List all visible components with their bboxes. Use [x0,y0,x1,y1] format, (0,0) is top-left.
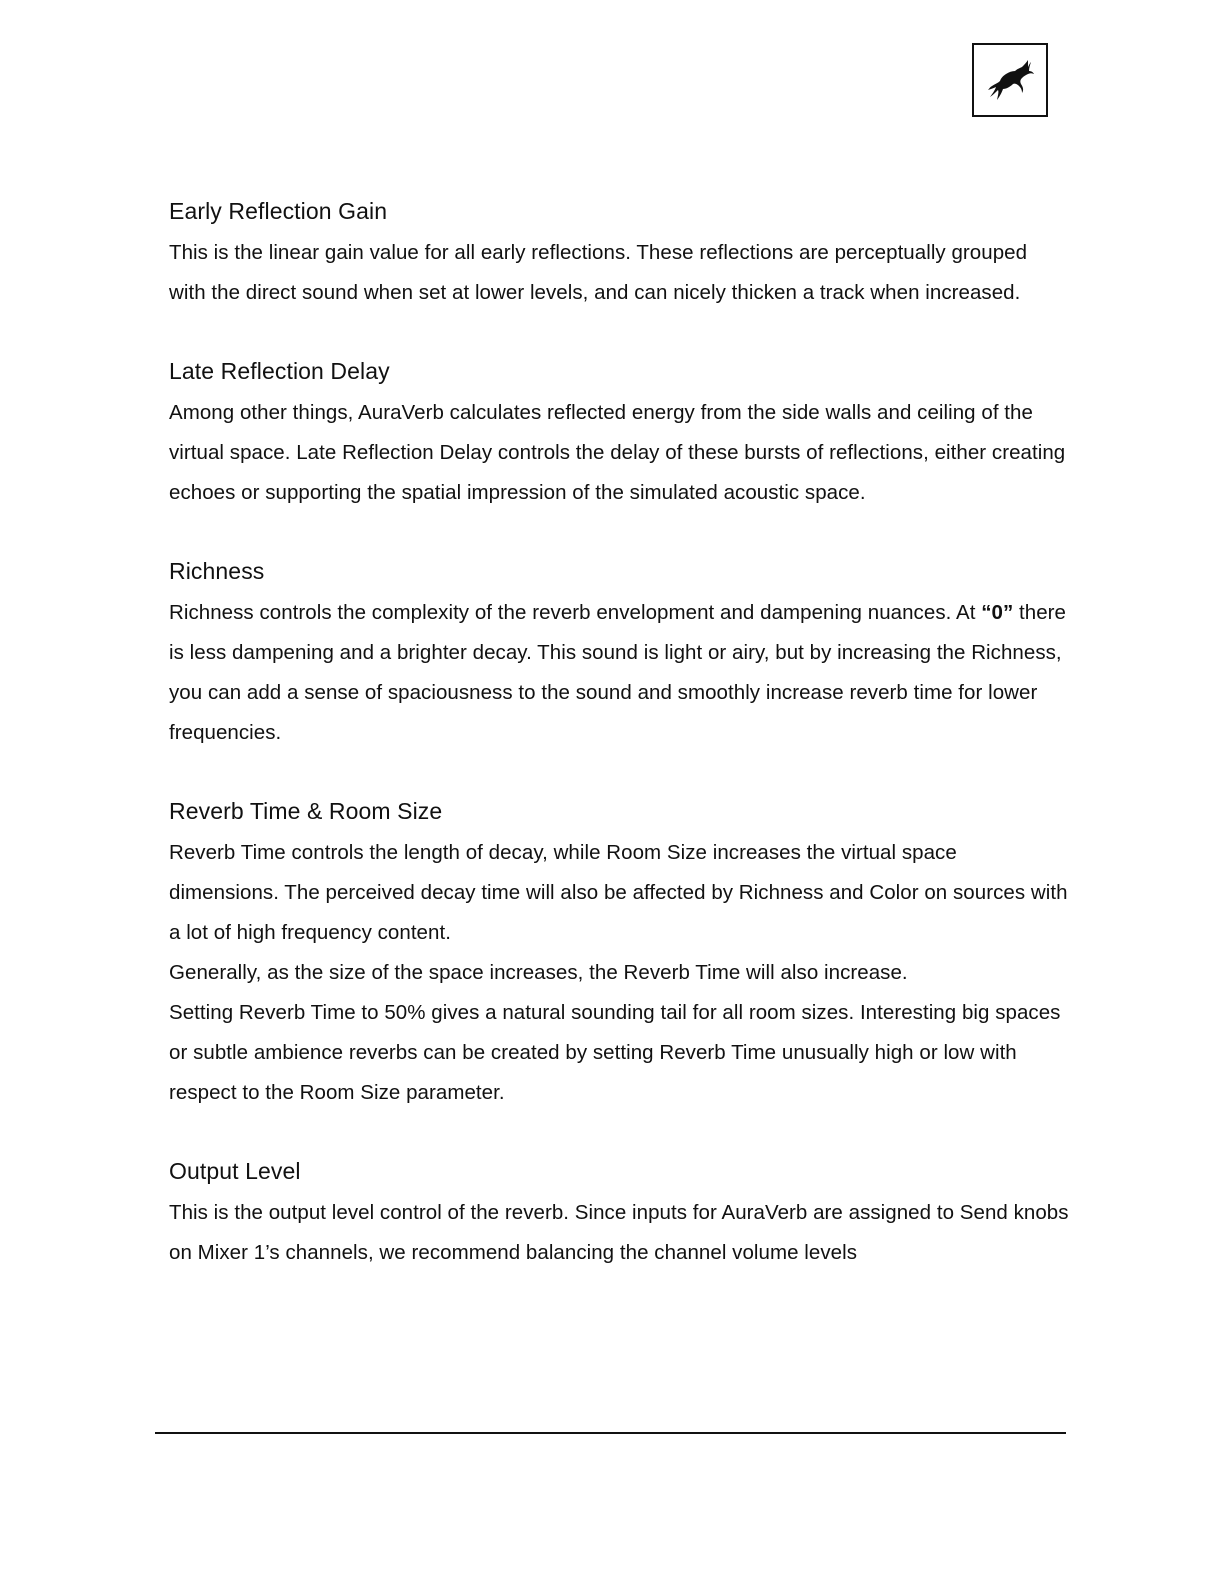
section-heading: Reverb Time & Room Size [169,798,443,824]
section-richness [169,553,1069,753]
section-paragraph: This is the linear gain value for all early reflections. These reflections are perceptually grouped with the direct sound when set at lower levels, and can nicely thicken a track when increased. [169,241,1028,304]
section-late-reflection-delay [169,353,1069,513]
antelope-logo-icon [982,54,1038,106]
section-reverb-time-room-size [169,793,1069,1113]
paragraph-text: there is less dampening and a brighter decay. This sound is light or airy, but by increasing the Richness, you can add a sense of spaciousness to the sound and smoothly increase reverb time for lower frequencies. [169,601,1066,744]
brand-logo [972,43,1048,117]
paragraph-text: Richness controls the complexity of the reverb envelopment and dampening nuances. At [169,601,976,624]
footer-divider [155,1432,1066,1434]
section-paragraph [169,593,1069,753]
emphasis-value: “0” [981,601,1014,624]
section-paragraph: Setting Reverb Time to 50% gives a natural sounding tail for all room sizes. Interesting big spaces or subtle ambience reverbs can be created by setting Reverb Time unusually high or low with respect to the Room Size parameter. [169,1001,1061,1104]
section-heading: Richness [169,558,265,584]
section-paragraph: Generally, as the size of the space increases, the Reverb Time will also increase. [169,961,908,984]
document-body [169,193,1069,1313]
section-heading: Late Reflection Delay [169,358,390,384]
section-paragraph: Among other things, AuraVerb calculates reflected energy from the side walls and ceiling of the virtual space. Late Reflection Delay controls the delay of these bursts of reflections, either creating echoes or supporting the spatial impression of the simulated acoustic space. [169,401,1066,504]
section-output-level [169,1153,1069,1273]
section-paragraph: Reverb Time controls the length of decay, while Room Size increases the virtual space dimensions. The perceived decay time will also be affected by Richness and Color on sources with a lot of high frequency content. [169,841,1068,944]
section-paragraph: This is the output level control of the reverb. Since inputs for AuraVerb are assigned to Send knobs on Mixer 1’s channels, we recommend balancing the channel volume levels [169,1201,1069,1264]
section-heading: Early Reflection Gain [169,198,388,224]
section-early-reflection-gain [169,193,1069,313]
section-heading: Output Level [169,1158,301,1184]
